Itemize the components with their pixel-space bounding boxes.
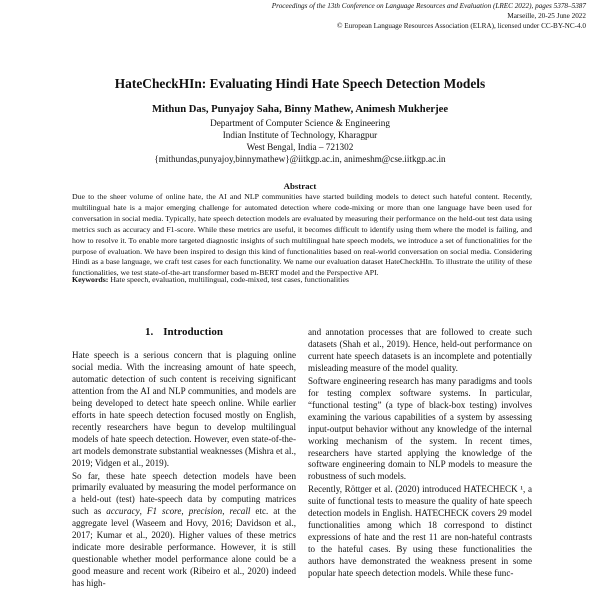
header-location-line: Marseille, 20-25 June 2022 [507,12,586,20]
abstract-text: Due to the sheer volume of online hate, the AI and NLP communities have started building models to detect such hateful content. Recently, multilingual hate is a major emerging challenge for automated detection where code-mixing or more than one language have been used for conversation in social media. Typically, hate speech detection models are evaluated by measuring their performance on the held-out test data using metrics such as accuracy and F1-score. While these metrics are useful, it becomes difficult to identify using them where the model is failing, and how to resolve it. To enable more targeted diagnostic insights of such multilingual hate speech models, we introduce a set of functionalities for the purpose of evaluation. We have been inspired to design this kind of functionalities based on real-world conversation on social media. Considering Hindi as a base language, we craft test cases for each functionality. We name our evaluation dataset HateCheckHIn. To illustrate the utility of these functionalities, we test state-of-the-art transformer based m-BERT model and the Perspective API. [72,192,532,278]
intro-paragraph-2: So far, these hate speech detection models have been primarily evaluated by measuring the model performance on a held-out (test) hate-speech data by computing matrices such as accuracy, F1 score, precision, recall etc. at the aggregate level (Waseem and Hovy, 2016; Davidson et al., 2017; Kumar et al., 2020). Higher values of these metrics indicate more desirable performance. However, it is still questionable whether model performance alone could be a good measure and recent work (Ribeiro et al., 2020) indeed has high- [72,470,296,589]
keywords-label: Keywords: [72,275,109,284]
section-number: 1. [145,326,154,338]
metric-precision: precision [188,506,223,517]
header-proceedings-line: Proceedings of the 13th Conference on Language Resources and Evaluation (LREC 2022), pages 5378–5387 [271,2,586,10]
intro-p2-part-a: So far, these hate speech detection models have been primarily evaluated by measuring the model performance on a held-out (test) hate-speech data by computing matrices such as [72,470,296,517]
keywords-line [72,275,532,286]
metric-accuracy: accuracy [106,506,140,517]
section-heading-introduction [72,326,296,338]
right-paragraph-1: and annotation processes that are followed to create such datasets (Shah et al., 2019). Hence, held-out performance on current hate speech datasets is an incomplete and potentially misleading measure of the model quality. [308,327,532,373]
metric-recall: recall [229,506,251,517]
affiliation-block [0,117,600,165]
paper-title: HateCheckHIn: Evaluating Hindi Hate Speech Detection Models [114,76,486,91]
right-paragraph-3: Recently, Röttger et al. (2020) introduced HATECHECK ¹, a suite of functional tests to measure the quality of hate speech detection models in English. HATECHECK covers 29 model functionalities among which 18 correspond to distinct expressions of hate and the rest 11 are non-hateful contrasts to the hateful cases. By using these functionalities the authors have demonstrated the weakness present in some popular hate speech detection models. While these func- [308,484,532,579]
affiliation-institute: Indian Institute of Technology, Kharagpur [222,130,378,140]
right-paragraph-2: Software engineering research has many paradigms and tools for testing complex software systems. In particular, “functional testing” (a type of black-box testing) involves examining the various capabilities of a system by assessing input-output behavior without any knowledge of the internal working mechanism of the system. In recent times, researchers have started applying the knowledge of the software engineering domain to NLP models to measure the robustness of such models. [308,375,532,482]
author-list: Mithun Das, Punyajoy Saha, Binny Mathew, Animesh Mukherjee [151,104,449,115]
header-license-line: © European Language Resources Association (ELRA), licensed under CC-BY-NC-4.0 [337,22,586,30]
intro-p2-part-b: etc. at the aggregate level (Waseem and Hovy, 2016; Davidson et al., 2017; Kumar et al., 2020). Higher values of these metrics indicate more desirable performance. However, it is still questionable whether model performance alone could be a good measure and recent work (Ribeiro et al., 2020) indeed has high- [72,506,296,589]
right-column [308,327,532,581]
author-emails: {mithundas,punyajoy,binnymathew}@iitkgp.ac.in, animeshm@cse.iitkgp.ac.in [154,154,446,164]
affiliation-location: West Bengal, India – 721302 [246,142,354,152]
intro-paragraph-1: Hate speech is a serious concern that is plaguing online social media. With the increasing amount of hate speech, automatic detection of such content is receiving significant attention from the AI and NLP communities, and models are being developed to detect hate speech online. While earlier efforts in hate speech detection focused mostly on English, recently researchers have begun to develop multilingual models of hate speech detection. However, even state-of-the-art models demonstrate substantial weaknesses (Mishra et al., 2019; Vidgen et al., 2019). [72,350,297,468]
left-column [72,350,296,591]
keywords-text: Hate speech, evaluation, multilingual, code-mixed, test cases, functionalities [110,275,349,284]
metric-f1: F1 score [146,506,182,517]
proceedings-header [146,1,586,31]
affiliation-department: Department of Computer Science & Engineering [210,118,390,128]
abstract-heading: Abstract [283,181,317,191]
section-title: Introduction [163,326,223,338]
